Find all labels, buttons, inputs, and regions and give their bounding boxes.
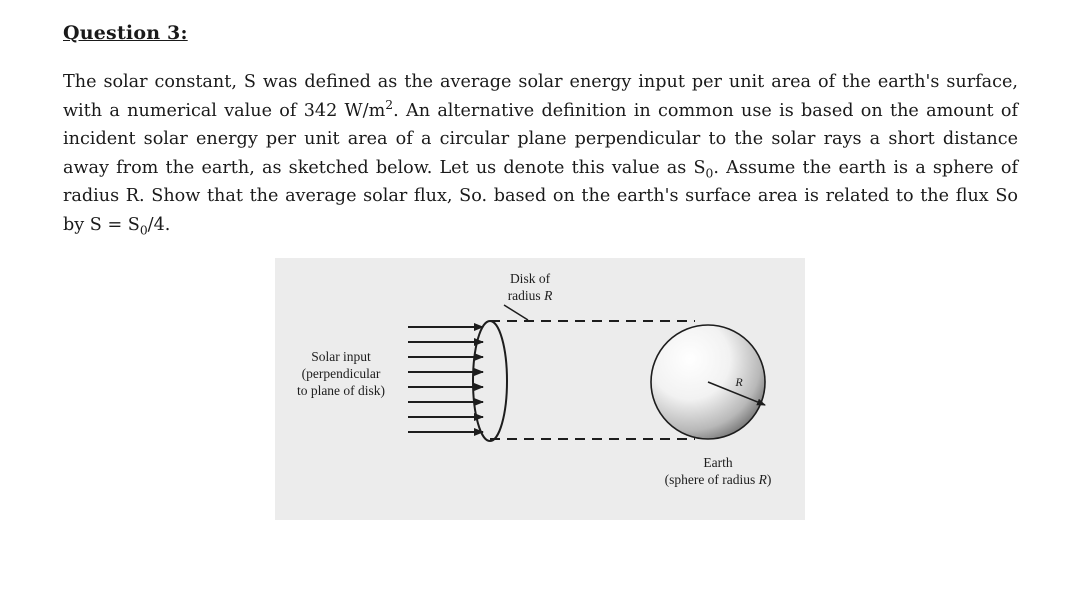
question-text-part-3: . Assume the earth is a sphere of radius R. Show that the average solar flux, So. based on the earth's surface area is related to the flux So by S = S — [63, 157, 1018, 235]
disk-label-var: R — [544, 288, 553, 303]
solar-label-line1: Solar input — [311, 349, 371, 364]
s0-subscript: 0 — [705, 166, 714, 181]
earth-label-prefix: (sphere of radius — [664, 472, 759, 487]
solar-label-line3: to plane of disk) — [296, 383, 386, 398]
earth-label-line1: Earth — [703, 455, 733, 470]
earth-label-line2 — [665, 472, 772, 487]
question-heading: Question 3: — [63, 22, 188, 44]
s0-subscript-2: 0 — [139, 223, 148, 238]
units-superscript: 2 — [385, 97, 394, 112]
disk-label-line2 — [508, 288, 553, 303]
solar-disk-earth-figure — [275, 258, 805, 520]
earth-label-suffix: ) — [766, 472, 772, 487]
question-text-part-4: /4. — [147, 214, 171, 235]
radius-label: R — [735, 375, 743, 389]
question-text-part-2: . An alternative definition in common use is based on the amount of incident solar energy per unit area of a circular plane perpendicular to the solar rays a short distance away from the earth, as sketched below. Let us denote this value as S — [63, 100, 1018, 178]
disk-label-line1: Disk of — [509, 271, 551, 286]
question-text — [63, 68, 1018, 240]
disk-label-radius: radius — [507, 288, 541, 303]
solar-label-line2: (perpendicular — [301, 366, 381, 381]
figure-svg — [275, 258, 805, 520]
question-text-part-1: The solar constant, S was defined as the average solar energy input per unit area of the earth's surface, with a numerical value of 342 W/m — [63, 72, 1018, 121]
earth-label-var: R — [758, 472, 767, 487]
